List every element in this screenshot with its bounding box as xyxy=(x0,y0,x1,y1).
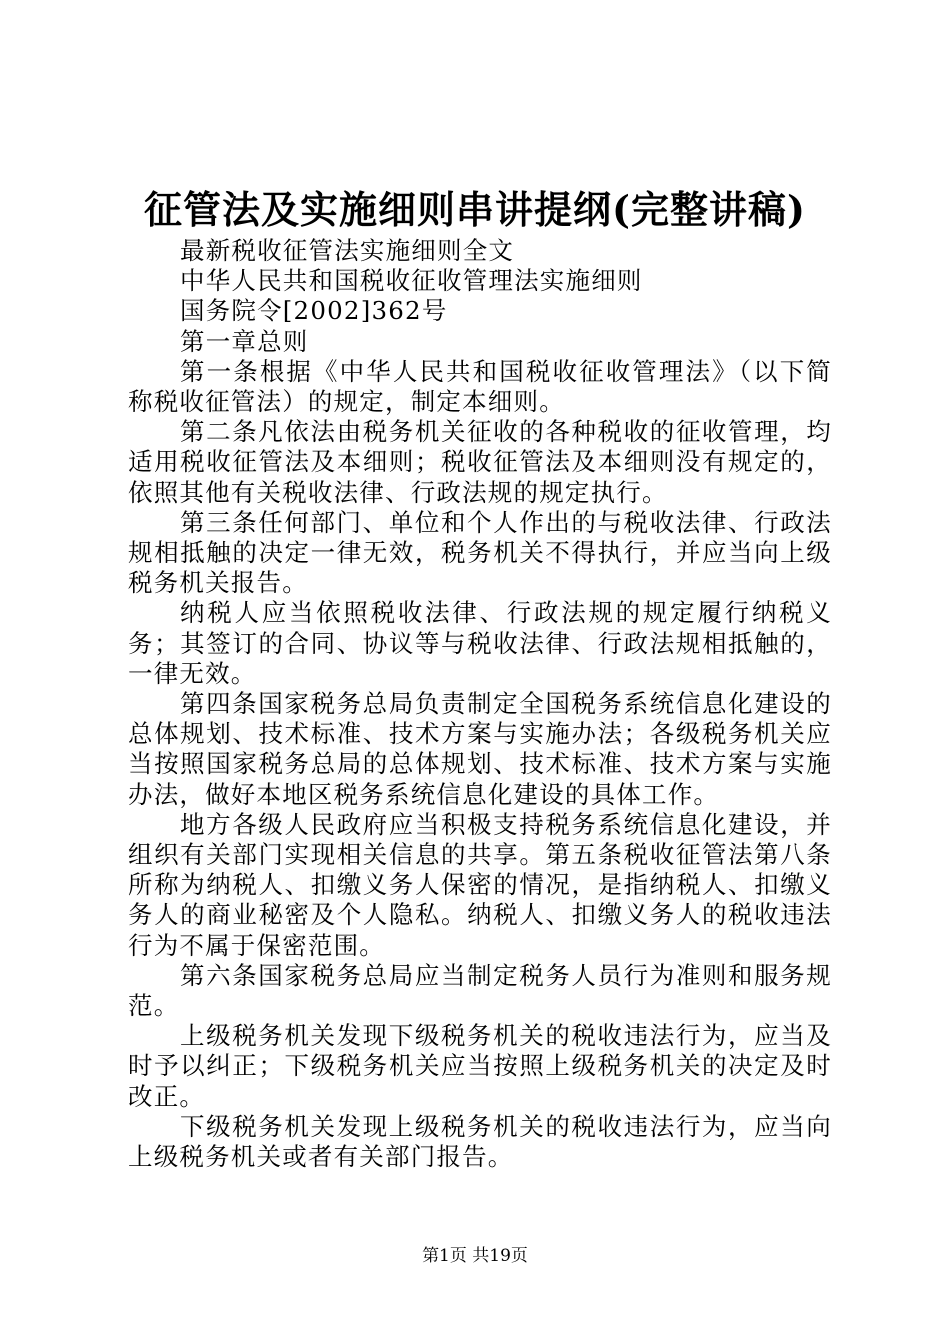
paragraph-decree-number: 国务院令[2002]362号 xyxy=(180,296,448,326)
paragraph-article-1: 第一条根据《中华人民共和国税收征收管理法》（以下简称税收征管法）的规定，制定本细则。 xyxy=(128,356,832,417)
paragraph-chapter-heading: 第一章总则 xyxy=(180,326,309,356)
paragraph-article-6: 第六条国家税务总局应当制定税务人员行为准则和服务规范。 xyxy=(128,960,832,1021)
document-title: 征管法及实施细则串讲提纲(完整讲稿) xyxy=(144,187,806,232)
paragraph-taxpayer-obligation: 纳税人应当依照税收法律、行政法规的规定履行纳税义务；其签订的合同、协议等与税收法律、行政法规相抵触的，一律无效。 xyxy=(128,598,832,688)
paragraph-article-2: 第二条凡依法由税务机关征收的各种税收的征收管理，均适用税收征管法及本细则；税收征管法及本细则没有规定的，依照其他有关税收法律、行政法规的规定执行。 xyxy=(128,417,832,507)
paragraph-subtitle: 最新税收征管法实施细则全文 xyxy=(180,236,515,265)
paragraph-article-5: 地方各级人民政府应当积极支持税务系统信息化建设，并组织有关部门实现相关信息的共享。第五条税收征管法第八条所称为纳税人、扣缴义务人保密的情况，是指纳税人、扣缴义务人的商业秘密及个人隐私。纳税人、扣缴义务人的税收违法行为不属于保密范围。 xyxy=(128,809,832,960)
paragraph-superior-correction: 上级税务机关发现下级税务机关的税收违法行为，应当及时予以纠正；下级税务机关应当按照上级税务机关的决定及时改正。 xyxy=(128,1021,832,1111)
page-number-footer: 第1页 共19页 xyxy=(422,1246,528,1266)
paragraph-article-4: 第四条国家税务总局负责制定全国税务系统信息化建设的总体规划、技术标准、技术方案与实施办法；各级税务机关应当按照国家税务总局的总体规划、技术标准、技术方案与实施办法，做好本地区税务系统信息化建设的具体工作。 xyxy=(128,689,832,809)
document-body xyxy=(128,236,832,1172)
paragraph-article-3: 第三条任何部门、单位和个人作出的与税收法律、行政法规相抵触的决定一律无效，税务机关不得执行，并应当向上级税务机关报告。 xyxy=(128,507,832,598)
paragraph-subordinate-report: 下级税务机关发现上级税务机关的税收违法行为，应当向上级税务机关或者有关部门报告。 xyxy=(128,1111,832,1172)
paragraph-law-name: 中华人民共和国税收征收管理法实施细则 xyxy=(180,266,643,296)
